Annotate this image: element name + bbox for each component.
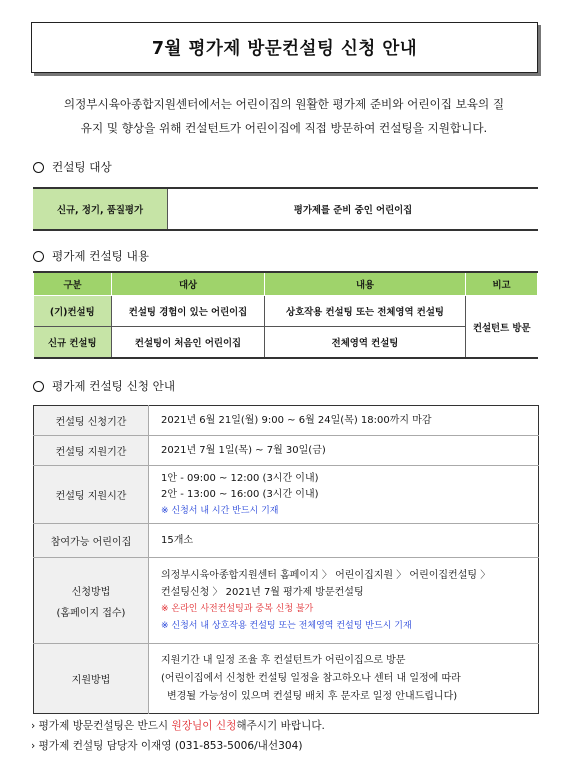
intro-text: [36, 92, 532, 140]
method-sublabel: (홈페이지 접수): [56, 607, 126, 619]
column-header: 대상: [112, 272, 265, 296]
row-label: 컨설팅 신청기간: [34, 406, 149, 436]
page-title: 7월 평가제 방문컨설팅 신청 안내: [151, 39, 418, 59]
support-method-line-1: 지원기간 내 일정 조율 후 컨설턴트가 어린이집으로 방문: [161, 654, 406, 666]
intro-line-1: 의정부시육아종합지원센터에서는 어린이집의 원활한 평가제 준비와 어린이집 보육의 질: [63, 97, 505, 111]
column-header: 구분: [34, 272, 112, 296]
table-row: [34, 524, 539, 558]
support-method-line-3: 변경될 가능성이 있으며 컨설팅 배치 후 문자로 일정 안내드립니다): [167, 690, 458, 702]
row-value: [149, 558, 539, 644]
section-heading-target: [33, 159, 112, 175]
column-header: 내용: [265, 272, 466, 296]
table-row: [34, 296, 538, 327]
arrow-bullet-icon: ›: [31, 720, 36, 732]
method-label: 신청방법: [71, 586, 111, 598]
note-text: 평가제 방문컨설팅은 반드시: [38, 720, 172, 732]
column-header: 비고: [466, 272, 538, 296]
row-target: 컨설팅이 처음인 어린이집: [112, 327, 265, 359]
title-box: [31, 22, 538, 73]
row-type: (기)컨설팅: [34, 296, 112, 327]
table-row: [34, 406, 539, 436]
content-table: [33, 271, 538, 359]
note-highlight: 원장님이 신청: [171, 720, 237, 732]
section-heading-apply: [33, 378, 175, 394]
row-label: 컨설팅 지원기간: [34, 436, 149, 466]
target-value: 평가제를 준비 중인 어린이집: [293, 205, 413, 216]
section-heading-content: [33, 248, 149, 264]
table-row: [34, 436, 539, 466]
intro-line-2: 유지 및 향상을 위해 컨설턴트가 어린이집에 직접 방문하여 컨설팅을 지원합니다.: [80, 121, 488, 135]
table-header-row: [34, 272, 538, 296]
table-row: [34, 558, 539, 644]
row-label: 컨설팅 지원시간: [34, 466, 149, 524]
row-label: 참여가능 어린이집: [34, 524, 149, 558]
table-row: [34, 327, 538, 359]
row-label: 지원방법: [34, 644, 149, 714]
time-option-1: 1안 - 09:00 ~ 12:00 (3시간 이내): [161, 472, 319, 484]
table-row: [34, 644, 539, 714]
circle-bullet-icon: [33, 162, 44, 173]
apply-table: [33, 405, 539, 714]
footer-note-1: [31, 718, 325, 733]
row-value: 2021년 7월 1일(목) ~ 7월 30일(금): [149, 436, 539, 466]
note-text: 평가제 컨설팅 담당자 이재영 (031-853-5006/내선304): [38, 740, 303, 752]
method-warning: ※ 온라인 사전컨설팅과 중복 신청 불가: [161, 603, 314, 614]
arrow-bullet-icon: ›: [31, 740, 36, 752]
note-text: 해주시기 바랍니다.: [236, 720, 325, 732]
row-value: [149, 466, 539, 524]
method-path-1: 의정부시육아종합지원센터 홈페이지 〉 어린이집지원 〉 어린이집컨설팅 〉: [161, 569, 491, 581]
row-label: [34, 558, 149, 644]
circle-bullet-icon: [33, 381, 44, 392]
method-path-2: 컨설팅신청 〉 2021년 7월 평가제 방문컨설팅: [161, 586, 364, 598]
section-heading-text: 평가제 컨설팅 신청 안내: [52, 379, 176, 393]
row-value: [149, 644, 539, 714]
section-heading-text: 컨설팅 대상: [52, 160, 112, 174]
row-content: 상호작용 컨설팅 또는 전체영역 컨설팅: [265, 296, 466, 327]
time-note: ※ 신청서 내 시간 반드시 기재: [161, 505, 279, 516]
time-option-2: 2안 - 13:00 ~ 16:00 (3시간 이내): [161, 488, 319, 500]
support-method-line-2: (어린이집에서 신청한 컨설팅 일정을 참고하오나 센터 내 일정에 따라: [161, 672, 461, 684]
row-value: 2021년 6월 21일(월) 9:00 ~ 6월 24일(목) 18:00까지 마감: [161, 414, 432, 426]
footer-note-2: [31, 738, 302, 753]
table-row: [33, 188, 538, 230]
target-label: 신규, 정기, 품질평가: [33, 188, 168, 230]
method-note: ※ 신청서 내 상호작용 컨설팅 또는 전체영역 컨설팅 반드시 기재: [161, 620, 412, 631]
row-note: 컨설턴트 방문: [466, 296, 538, 359]
row-content: 전체영역 컨설팅: [265, 327, 466, 359]
circle-bullet-icon: [33, 251, 44, 262]
row-type: 신규 컨설팅: [34, 327, 112, 359]
section-heading-text: 평가제 컨설팅 내용: [52, 249, 149, 263]
target-table: [33, 187, 538, 231]
row-target: 컨설팅 경험이 있는 어린이집: [112, 296, 265, 327]
row-value: 15개소: [149, 524, 539, 558]
table-row: [34, 466, 539, 524]
